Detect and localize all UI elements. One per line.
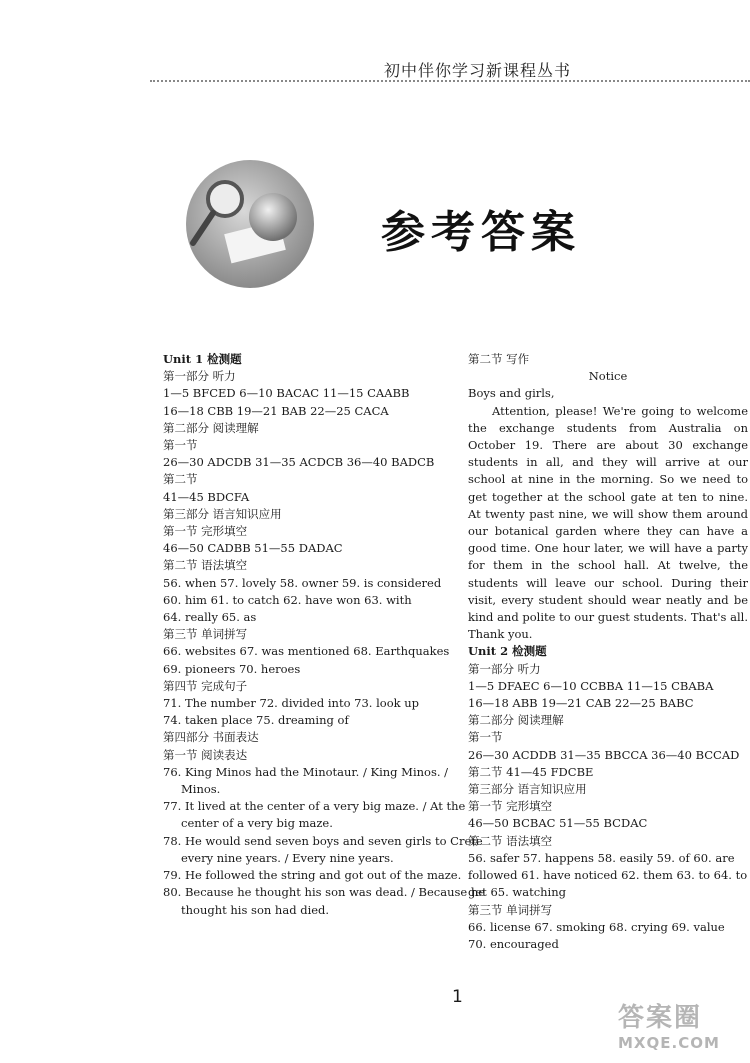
answer-line: 第三部分 语言知识应用 [468,782,587,797]
header-rule [150,80,750,82]
answer-line: 第三节 单词拼写 [468,902,553,917]
answer-line: 第四部分 书面表达 [163,730,259,745]
answer-line: 64. really 65. as [163,610,257,625]
answer-line: Thank you. [468,627,533,642]
answer-line: 第二部分 阅读理解 [163,420,259,435]
answer-line: Notice [588,369,628,384]
answer-line: 第一节 完形填空 [468,799,553,814]
answer-line: 77. It lived at the center of a very big maze. / At the [163,799,466,814]
answer-line: 46—50 BCBAC 51—55 BCDAC [468,816,648,831]
answer-line: 69. pioneers 70. heroes [163,661,301,676]
answer-line: 1—5 BFCED 6—10 BACAC 11—15 CAABB [163,386,410,401]
main-title: 参考答案 [381,207,581,258]
page-number: 1 [452,987,463,1007]
answer-line: 1—5 DFAEC 6—10 CCBBA 11—15 CBABA [468,678,714,693]
answer-line: 第一节 [163,438,198,453]
answer-line: 26—30 ACDDB 31—35 BBCCA 36—40 BCCAD [468,747,740,762]
answer-line: Unit 1 检测题 [163,352,242,366]
answer-line: 66. license 67. smoking 68. crying 69. value [468,919,725,934]
answer-line: 第二节 [163,472,198,487]
answer-line: 16—18 ABB 19—21 CAB 22—25 BABC [468,696,694,711]
answer-line: 第一节 阅读表达 [163,747,248,762]
answer-line: 第一节 [468,730,503,745]
answer-line: 60. him 61. to catch 62. have won 63. with [163,592,412,607]
answer-line: get 65. watching [468,885,567,900]
answer-line: 74. taken place 75. dreaming of [163,713,349,728]
answer-line: Boys and girls, [468,386,555,401]
answer-line: 26—30 ADCDB 31—35 ACDCB 36—40 BADCB [163,455,435,470]
answer-line: 第一节 完形填空 [163,524,248,539]
answer-line: followed 61. have noticed 62. them 63. to 64. to [468,868,748,883]
answer-line: Minos. [181,782,221,797]
answer-line: 第三节 单词拼写 [163,627,248,642]
answer-line: Unit 2 检测题 [468,644,547,659]
answer-line: 70. encouraged [468,936,559,951]
answer-line: 第二节 写作 [468,352,530,366]
answer-line: 第一部分 听力 [163,369,236,384]
answer-line: 56. safer 57. happens 58. easily 59. of 60. are [468,850,735,865]
magnifier-globe-icon [181,159,319,289]
answer-line: 41—45 BDCFA [163,489,250,504]
answer-line: 第四节 完成句子 [163,678,248,693]
answer-line: 80. Because he thought his son was dead. / Because he [163,885,486,900]
answer-line: 56. when 57. lovely 58. owner 59. is considered [163,575,442,590]
watermark-logo [618,1003,746,1059]
answer-line: 79. He followed the string and got out of the maze. [163,868,462,883]
answer-line: 66. websites 67. was mentioned 68. Earthquakes [163,644,450,659]
answer-line: 第二节 语法填空 [163,558,248,573]
answer-line: 第二节 语法填空 [468,833,553,848]
answer-line: 第二部分 阅读理解 [468,713,564,728]
answer-line: 78. He would send seven boys and seven girls to Crete [163,833,483,848]
answer-line: 71. The number 72. divided into 73. look up [163,696,420,711]
watermark-url: MXQE.COM [618,1034,720,1052]
left-column [163,351,486,919]
series-title: 初中伴你学习新课程丛书 [384,61,572,80]
watermark-text: 答案圈 [618,1003,703,1033]
answer-line: 76. King Minos had the Minotaur. / King Minos. / [163,764,449,779]
answer-line: 第二节 41—45 FDCBE [468,764,594,779]
answer-line: 16—18 CBB 19—21 BAB 22—25 CACA [163,403,389,418]
answer-line: 46—50 CADBB 51—55 DADAC [163,541,343,556]
right-column [468,351,748,953]
answer-line: 第一部分 听力 [468,661,541,676]
answer-line: every nine years. / Every nine years. [181,850,394,865]
answer-line: thought his son had died. [181,902,330,917]
answer-line: 第三部分 语言知识应用 [163,506,282,521]
notice-paragraph: Attention, please! We're going to welcome the exchange students from Australia on October 19. There are about 30 exchange students in all, and they will arrive at our school at nine in the morning. So we need to get together at the school gate at ten to nine. At twenty past nine, we will show them around our botanical garden where they can have a good time. One hour later, we will have a party for them in the school hall. At twelve, the students will leave our school. During their visit, every student should wear neatly and be kind and polite to our guest students. That's all. [468,403,748,625]
answer-line: center of a very big maze. [181,816,333,831]
